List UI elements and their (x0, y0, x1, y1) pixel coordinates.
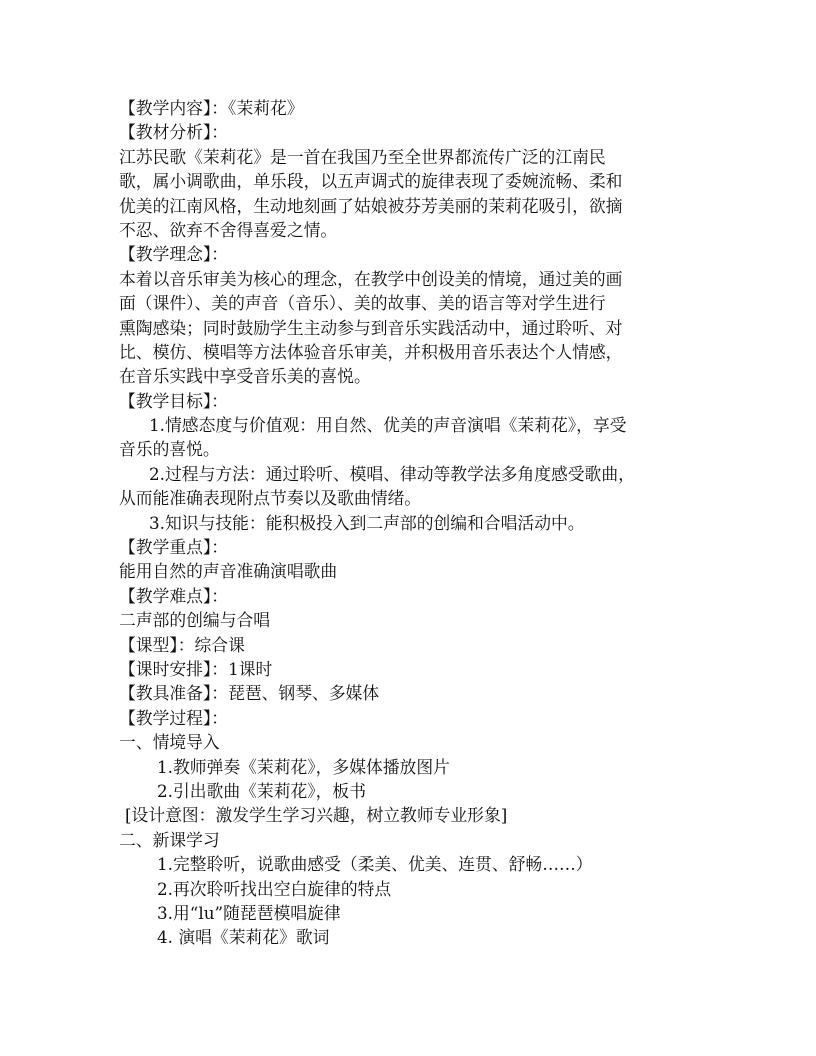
goal-2-line-a: 2.过程与方法：通过聆听、模唱、律动等教学法多角度感受歌曲， (149, 463, 635, 484)
concept-line: 在音乐实践中享受音乐美的喜悦。 (119, 366, 371, 387)
section-2-item: 3.用“lu”随琵琶模唱旋律 (157, 902, 341, 923)
section-1-title: 一、情境导入 (119, 732, 220, 753)
content-value: 《茉莉花》 (228, 98, 304, 118)
analysis-line: 优美的江南风格，生动地刻画了姑娘被芬芳美丽的茉莉花吸引，欲摘 (119, 195, 623, 216)
analysis-line: 不忍、欲弃不舍得喜爱之情。 (119, 219, 338, 240)
hours-line (119, 657, 699, 681)
process-label: 【教学过程】： (119, 707, 229, 728)
materials-label: 【教具准备】： (119, 683, 229, 704)
concept-label: 【教学理念】： (119, 244, 229, 265)
lesson-type-value: 综合课 (194, 634, 245, 655)
key-value: 能用自然的声音准确演唱歌曲 (119, 561, 338, 582)
analysis-line: 歌，属小调歌曲，单乐段，以五声调式的旋律表现了委婉流畅、柔和 (119, 171, 623, 192)
goals-label: 【教学目标】： (119, 390, 229, 411)
hours-label: 【课时安排】： (119, 658, 229, 679)
goal-2-line-b: 从而能准确表现附点节奏以及歌曲情绪。 (119, 488, 422, 509)
content-line (119, 96, 699, 120)
concept-line: 面（课件）、美的声音（音乐）、美的故事、美的语言等对学生进行 (119, 293, 606, 314)
materials-line (119, 681, 699, 705)
key-label: 【教学重点】： (119, 537, 229, 558)
hours-value: 1课时 (228, 658, 273, 679)
concept-line: 熏陶感染；同时鼓励学生主动参与到音乐实践活动中，通过聆听、对 (119, 317, 623, 338)
concept-line: 比、模仿、模唱等方法体验音乐审美，并积极用音乐表达个人情感， (119, 341, 623, 362)
lesson-type-label: 【课型】： (119, 634, 195, 655)
difficulty-label: 【教学难点】： (119, 585, 229, 606)
section-1-item: 2.引出歌曲《茉莉花》，板书 (157, 780, 366, 801)
goal-1-line-a: 1.情感态度与价值观：用自然、优美的声音演唱《茉莉花》，享受 (149, 415, 627, 436)
concept-line: 本着以音乐审美为核心的理念，在教学中创设美的情境，通过美的画 (119, 268, 623, 289)
materials-value: 琵琶、钢琴、多媒体 (228, 683, 380, 704)
section-1-item: 1.教师弹奏《茉莉花》，多媒体播放图片 (157, 756, 450, 777)
section-2-item: 1.完整聆听，说歌曲感受（柔美、优美、连贯、舒畅……） (157, 854, 593, 875)
section-2-title: 二、新课学习 (119, 829, 220, 850)
difficulty-value: 二声部的创编与合唱 (119, 610, 271, 631)
section-2-item: 2.再次聆听找出空白旋律的特点 (157, 878, 392, 899)
document-page (119, 96, 699, 950)
analysis-label: 【教材分析】： (119, 122, 229, 143)
section-1-note: [设计意图：激发学生学习兴趣，树立教师专业形象] (125, 805, 508, 826)
analysis-line: 江苏民歌《茉莉花》是一首在我国乃至全世界都流传广泛的江南民 (119, 146, 606, 167)
goal-3-line: 3.知识与技能：能积极投入到二声部的创编和合唱活动中。 (149, 512, 585, 533)
goal-1-line-b: 音乐的喜悦。 (119, 439, 220, 460)
section-2-item: 4. 演唱《茉莉花》歌词 (157, 927, 330, 948)
content-label: 【教学内容】： (119, 98, 229, 118)
lesson-type-line (119, 633, 699, 657)
